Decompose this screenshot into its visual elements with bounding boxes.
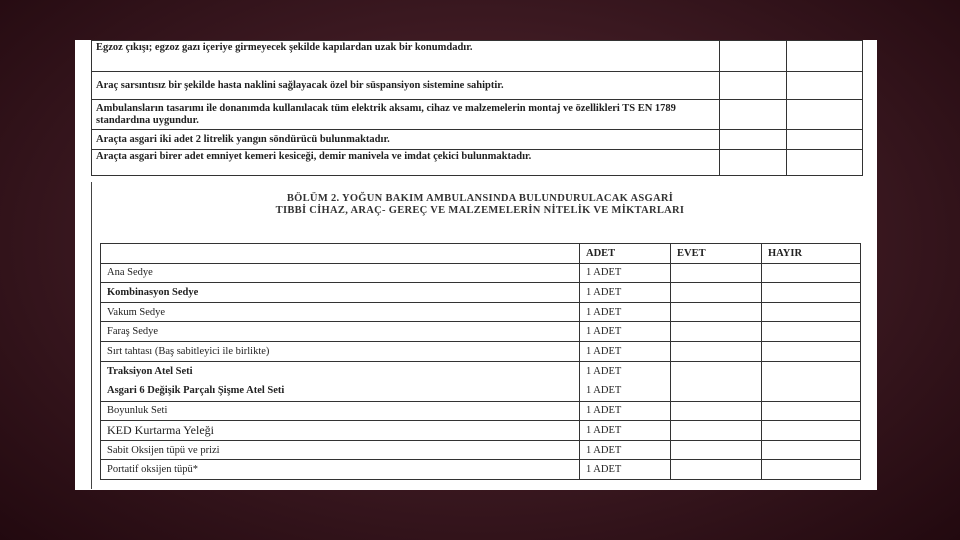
table-row: [101, 322, 861, 342]
evet-cell[interactable]: [671, 401, 762, 421]
hayir-cell[interactable]: [787, 100, 863, 130]
requirement-text: Araç sarsıntısız bir şekilde hasta naklini sağlayacak özel bir süspansiyon sistemine sahiptir.: [92, 72, 720, 100]
hayir-cell[interactable]: [787, 130, 863, 150]
requirement-text: Egzoz çıkışı; egzoz gazı içeriye girmeyecek şekilde kapılardan uzak bir konumdadır.: [92, 41, 720, 72]
item-quantity: 1 ADET: [580, 401, 671, 421]
header-evet: EVET: [671, 244, 762, 264]
item-name: Boyunluk Seti: [101, 401, 580, 421]
header-adet: ADET: [580, 244, 671, 264]
hayir-cell[interactable]: [787, 150, 863, 176]
item-quantity: 1 ADET: [580, 322, 671, 342]
hayir-cell[interactable]: [762, 460, 861, 480]
table-row: [92, 150, 863, 176]
item-name: Portatif oksijen tüpü*: [101, 460, 580, 480]
item-quantity-line: 1 ADET: [586, 366, 622, 378]
hayir-cell[interactable]: [787, 41, 863, 72]
heading-line-2: TIBBİ CİHAZ, ARAÇ- GEREÇ VE MALZEMELERİN NİTELİK VE MİKTARLARI: [275, 205, 685, 216]
evet-cell[interactable]: [719, 100, 787, 130]
evet-cell[interactable]: [719, 130, 787, 150]
table-row: [92, 41, 863, 72]
item-quantity: 1 ADET: [580, 302, 671, 322]
item-name: Faraş Sedye: [101, 322, 580, 342]
item-quantity: 1 ADET: [580, 460, 671, 480]
item-quantity: 1 ADET: [580, 263, 671, 283]
table-row: [101, 401, 861, 421]
table-row: [101, 283, 861, 303]
item-name: Vakum Sedye: [101, 302, 580, 322]
hayir-cell[interactable]: [762, 283, 861, 303]
requirement-text: Araçta asgari iki adet 2 litrelik yangın söndürücü bulunmaktadır.: [92, 130, 720, 150]
header-hayir: HAYIR: [762, 244, 861, 264]
hayir-cell[interactable]: [762, 302, 861, 322]
table-row: [92, 72, 863, 100]
hayir-cell[interactable]: [762, 341, 861, 361]
table-row: [92, 130, 863, 150]
item-quantity: [580, 361, 671, 401]
table-row: [101, 302, 861, 322]
item-quantity-line: 1 ADET: [586, 385, 622, 397]
table-header-row: [101, 244, 861, 264]
evet-cell[interactable]: [671, 283, 762, 303]
evet-cell[interactable]: [671, 440, 762, 460]
item-name: KED Kurtarma Yeleği: [101, 421, 580, 441]
heading-line-1: BÖLÜM 2. YOĞUN BAKIM AMBULANSINDA BULUNDURULACAK ASGARİ: [286, 193, 674, 204]
evet-cell[interactable]: [671, 341, 762, 361]
table-row: [101, 460, 861, 480]
equipment-table: [100, 243, 861, 480]
table-row: [101, 421, 861, 441]
hayir-cell[interactable]: [762, 421, 861, 441]
item-name: [101, 361, 580, 401]
item-quantity: 1 ADET: [580, 341, 671, 361]
requirements-table: [91, 40, 863, 176]
evet-cell[interactable]: [719, 150, 787, 176]
requirement-text: Ambulansların tasarımı ile donanımda kullanılacak tüm elektrik aksamı, cihaz ve malzemelerin montaj ve özellikleri TS EN 1789 standardına uygundur.: [92, 100, 720, 130]
evet-cell[interactable]: [671, 322, 762, 342]
hayir-cell[interactable]: [787, 72, 863, 100]
evet-cell[interactable]: [671, 361, 762, 401]
evet-cell[interactable]: [671, 263, 762, 283]
evet-cell[interactable]: [671, 460, 762, 480]
item-name-line: Traksiyon Atel Seti: [107, 366, 193, 378]
evet-cell[interactable]: [719, 72, 787, 100]
table-row: [101, 361, 861, 401]
table-row: [101, 341, 861, 361]
hayir-cell[interactable]: [762, 440, 861, 460]
hayir-cell[interactable]: [762, 322, 861, 342]
table-row: [101, 440, 861, 460]
requirement-text: Araçta asgari birer adet emniyet kemeri kesiceği, demir manivela ve imdat çekici bulunmaktadır.: [92, 150, 720, 176]
item-name: Ana Sedye: [101, 263, 580, 283]
hayir-cell[interactable]: [762, 401, 861, 421]
item-name: Sırt tahtası (Baş sabitleyici ile birlikte): [101, 341, 580, 361]
item-quantity: 1 ADET: [580, 440, 671, 460]
table-row: [92, 100, 863, 130]
evet-cell[interactable]: [671, 421, 762, 441]
hayir-cell[interactable]: [762, 361, 861, 401]
item-quantity: 1 ADET: [580, 421, 671, 441]
table-row: [101, 263, 861, 283]
evet-cell[interactable]: [671, 302, 762, 322]
header-item: [101, 244, 580, 264]
item-name-line: Asgari 6 Değişik Parçalı Şişme Atel Seti: [107, 385, 285, 397]
hayir-cell[interactable]: [762, 263, 861, 283]
item-quantity: 1 ADET: [580, 283, 671, 303]
page-border: [91, 182, 92, 489]
item-name: Sabit Oksijen tüpü ve prizi: [101, 440, 580, 460]
item-name: Kombinasyon Sedye: [101, 283, 580, 303]
evet-cell[interactable]: [719, 41, 787, 72]
section-heading: [100, 193, 860, 217]
